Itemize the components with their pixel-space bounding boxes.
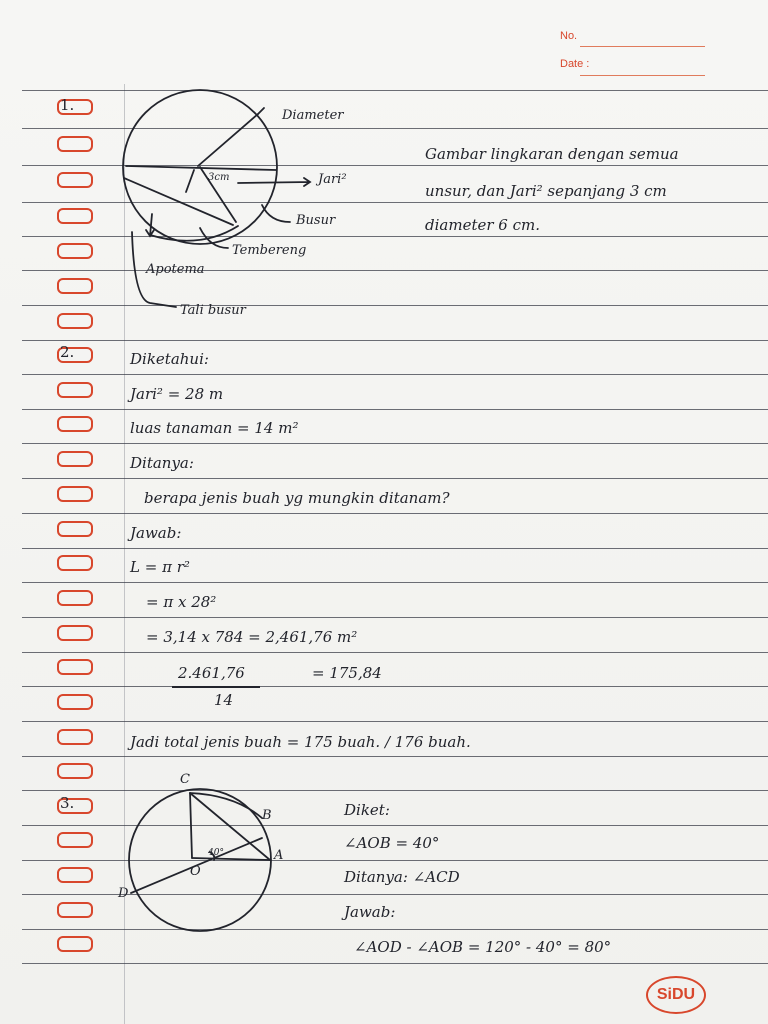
chord-line [124, 178, 233, 225]
header-no-label: No. [560, 30, 578, 42]
label-busur: Busur [296, 213, 336, 228]
point-d: D [118, 886, 129, 901]
label-tali-busur: Tali busur [180, 303, 246, 318]
angle-label: 40° [208, 848, 224, 858]
point-o: O [190, 864, 201, 879]
radius-line [198, 114, 258, 166]
problem2-question: berapa jenis buah yg mungkin ditanam? [144, 489, 450, 507]
problem1-text-line1: Gambar lingkaran dengan semua [425, 145, 679, 163]
problem2-fraction-result: = 175,84 [312, 664, 382, 682]
problem3-angle-aob: ∠AOB = 40° [344, 834, 440, 852]
problem-number-3: 3. [60, 794, 75, 812]
problem2-ditanya: Ditanya: [130, 454, 194, 472]
arc-mark [150, 226, 238, 241]
arrow-diameter [258, 108, 264, 114]
problem2-diketahui: Diketahui: [130, 350, 209, 368]
problem1-text-line3: diameter 6 cm. [425, 216, 540, 234]
problem3-ditanya: Ditanya: ∠ACD [344, 868, 460, 886]
problem3-diket: Diket: [344, 801, 390, 819]
line-c-o [190, 793, 192, 858]
problem-number-2: 2. [60, 343, 75, 361]
apothem-line [186, 170, 194, 192]
point-b: B [262, 808, 272, 823]
problem3-jawab: Jawab: [344, 903, 396, 921]
problem3-answer: ∠AOD - ∠AOB = 120° - 40° = 80° [354, 938, 612, 956]
line-c-a [190, 793, 270, 860]
header-date-label: Date : [560, 58, 590, 70]
problem2-step1: = π x 28² [146, 593, 217, 611]
label-jari: Jari² [318, 172, 347, 187]
label-radius-cm: 3cm [208, 172, 230, 183]
problem2-fraction-numerator: 2.461,76 [178, 664, 245, 682]
problem2-jari: Jari² = 28 m [130, 385, 224, 403]
problem2-jawab: Jawab: [130, 524, 182, 542]
arc-arrow-top [190, 793, 262, 818]
sidu-logo [646, 976, 706, 1014]
label-tembereng: Tembereng [232, 243, 307, 258]
point-c: C [180, 772, 190, 787]
label-diameter: Diameter [282, 108, 344, 123]
point-a: A [274, 848, 284, 863]
problem2-fraction-denominator: 14 [214, 691, 234, 709]
problem2-step2: = 3,14 x 784 = 2,461,76 m² [146, 628, 358, 646]
problem2-luas: luas tanaman = 14 m² [130, 419, 299, 437]
logo-text: SiDU [656, 986, 696, 1003]
line-o-a [192, 858, 270, 860]
problem2-formula: L = π r² [130, 558, 190, 576]
label-apotema: Apotema [146, 262, 205, 277]
fraction-bar [172, 686, 260, 688]
arrow-tembereng [200, 228, 228, 248]
problem-number-1: 1. [60, 96, 75, 114]
problem2-conclusion: Jadi total jenis buah = 175 buah. / 176 buah. [130, 733, 471, 751]
problem1-text-line2: unsur, dan Jari² sepanjang 3 cm [425, 182, 667, 200]
